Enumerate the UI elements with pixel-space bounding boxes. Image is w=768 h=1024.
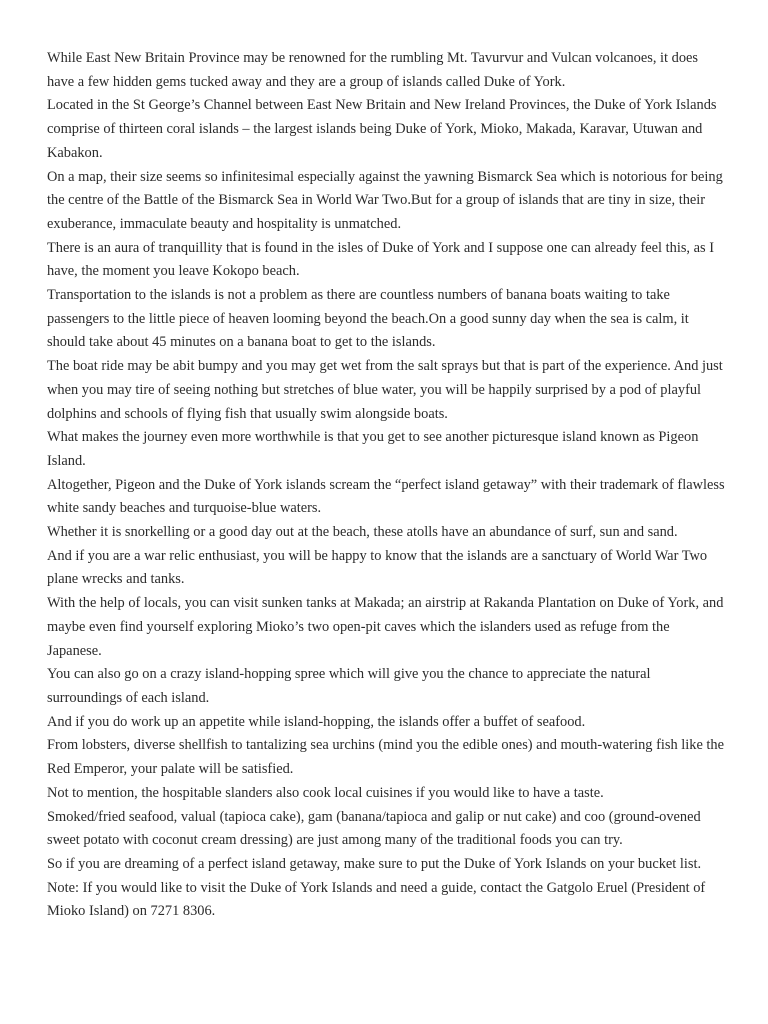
paragraph: There is an aura of tranquillity that is found in the isles of Duke of York and I suppose one can already feel this, as I have, the moment you leave Kokopo beach. xyxy=(47,239,714,280)
paragraph: Note: If you would like to visit the Duke of York Islands and need a guide, contact the Gatgolo Eruel (President of Mioko Island) on 7271 8306. xyxy=(47,879,706,920)
paragraph: With the help of locals, you can visit sunken tanks at Makada; an airstrip at Rakanda Plantation on Duke of York, and maybe even find yourself exploring Mioko’s two open-pit caves which the islanders used as refuge from the Japanese. xyxy=(47,595,724,659)
paragraph: Transportation to the islands is not a problem as there are countless numbers of banana boats waiting to take passengers to the little piece of heaven looming beyond the beach.On a good sunny day when the sea is calm, it should take about 45 minutes on a banana boat to get to the islands. xyxy=(47,287,689,351)
paragraph: Located in the St George’s Channel between East New Britain and New Ireland Provinces, the Duke of York Islands comprise of thirteen coral islands – the largest islands being Duke of York, Mioko, Makada, Karavar, Utuwan and Kabakon. xyxy=(47,97,717,161)
paragraph: And if you are a war relic enthusiast, you will be happy to know that the islands are a sanctuary of World War Two plane wrecks and tanks. xyxy=(47,547,708,588)
paragraph: From lobsters, diverse shellfish to tantalizing sea urchins (mind you the edible ones) and mouth-watering fish like the Red Emperor, your palate will be satisfied. xyxy=(47,737,725,778)
paragraph: Smoked/fried seafood, valual (tapioca cake), gam (banana/tapioca and galip or nut cake) and coo (ground-ovened sweet potato with coconut cream dressing) are just among many of the traditional foods you can try. xyxy=(47,808,701,849)
paragraph: What makes the journey even more worthwhile is that you get to see another picturesque island known as Pigeon Island. xyxy=(47,429,699,469)
article-body xyxy=(47,47,725,924)
paragraph: On a map, their size seems so infinitesimal especially against the yawning Bismarck Sea which is notorious for being the centre of the Battle of the Bismarck Sea in World War Two.But for a group of islands that are tiny in size, their exuberance, immaculate beauty and hospitality is unmatched. xyxy=(47,168,723,232)
paragraph: So if you are dreaming of a perfect island getaway, make sure to put the Duke of York Islands on your bucket list. xyxy=(47,855,702,872)
paragraph: Not to mention, the hospitable slanders also cook local cuisines if you would like to have a taste. xyxy=(47,784,604,801)
paragraph: Altogether, Pigeon and the Duke of York islands scream the “perfect island getaway” with their trademark of flawless white sandy beaches and turquoise-blue waters. xyxy=(47,476,725,517)
paragraph: And if you do work up an appetite while island-hopping, the islands offer a buffet of seafood. xyxy=(47,713,586,730)
paragraph: The boat ride may be abit bumpy and you may get wet from the salt sprays but that is part of the experience. And just when you may tire of seeing nothing but stretches of blue water, you will be happily surprised by a pod of playful dolphins and schools of flying fish that usually swim alongside boats. xyxy=(47,358,723,422)
paragraph: Whether it is snorkelling or a good day out at the beach, these atolls have an abundance of surf, sun and sand. xyxy=(47,524,678,541)
paragraph: While East New Britain Province may be renowned for the rumbling Mt. Tavurvur and Vulcan volcanoes, it does have a few hidden gems tucked away and they are a group of islands called Duke of York. xyxy=(47,50,699,90)
paragraph: You can also go on a crazy island-hopping spree which will give you the chance to appreciate the natural surroundings of each island. xyxy=(47,666,651,706)
